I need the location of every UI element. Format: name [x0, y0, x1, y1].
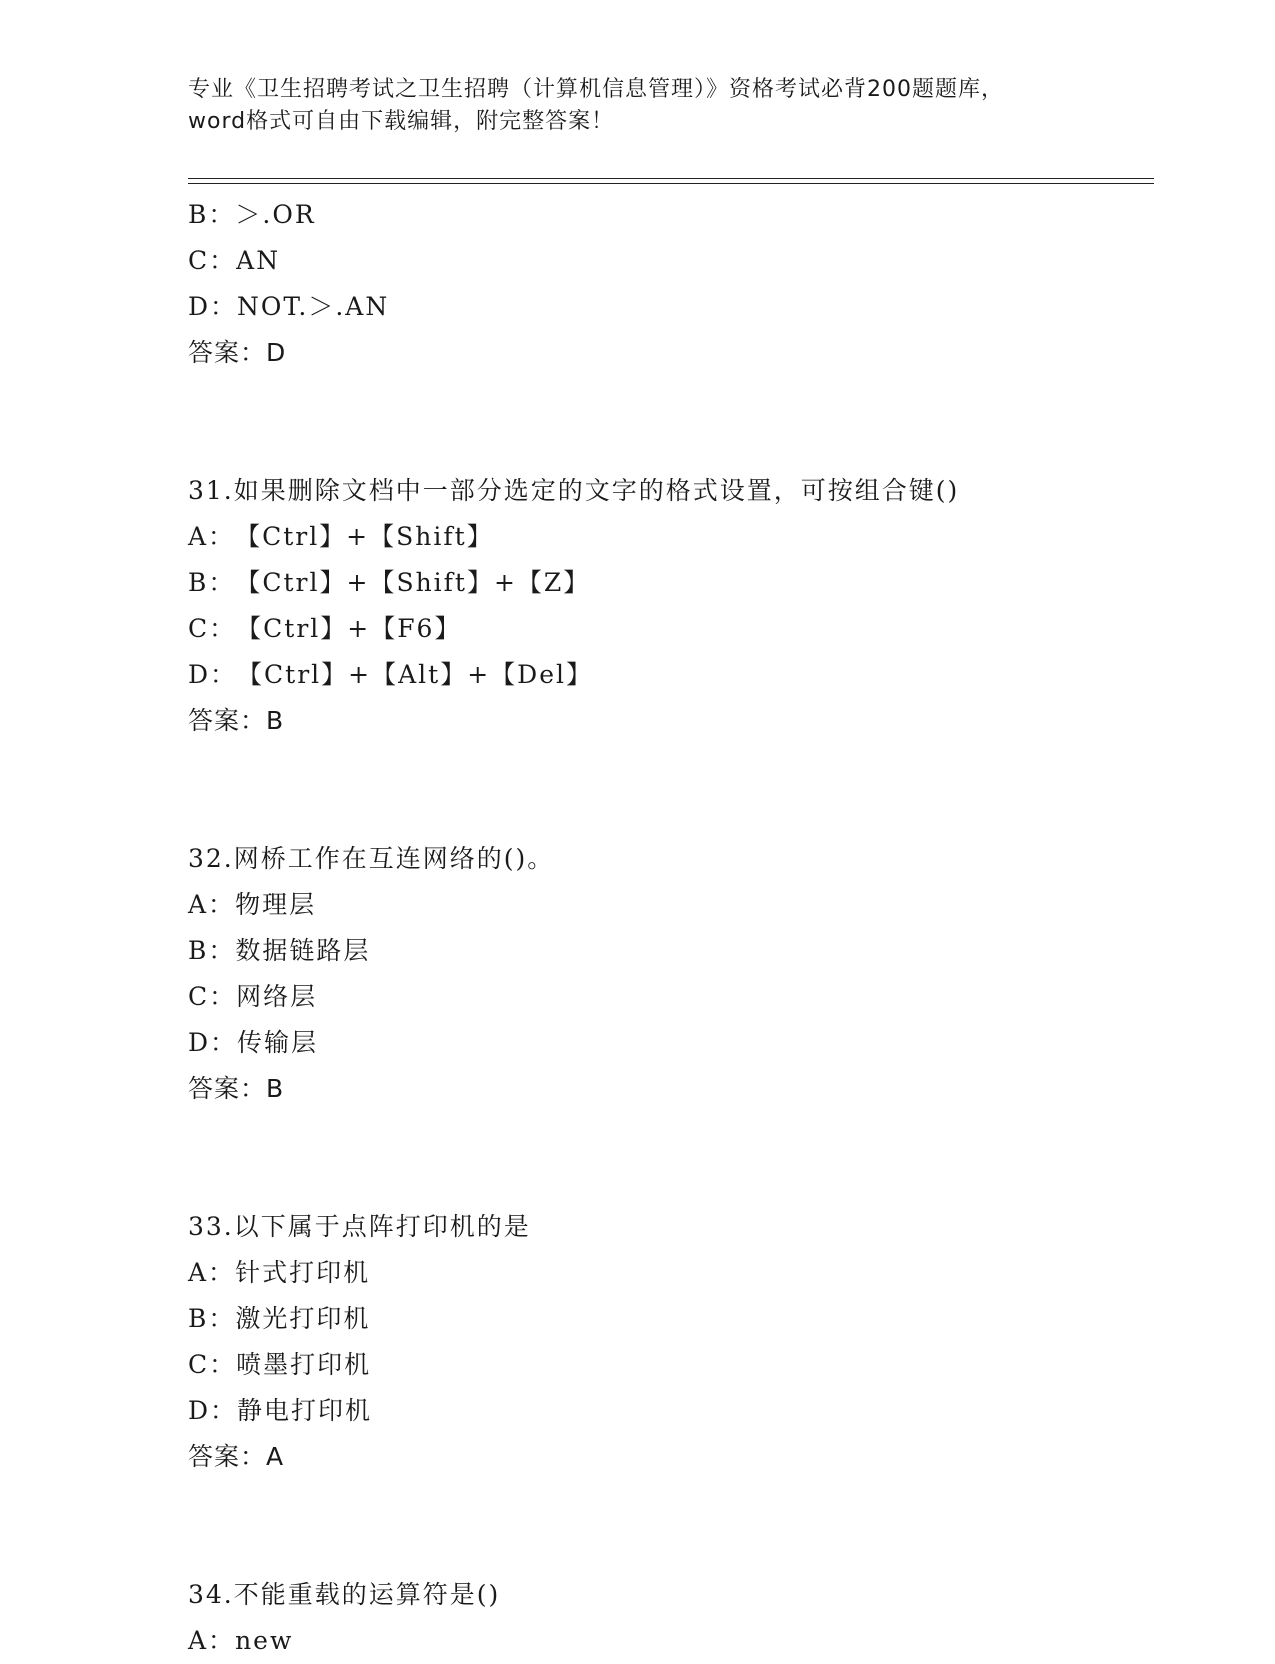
- header-title-line-1: 专业《卫生招聘考试之卫生招聘（计算机信息管理）》资格考试必背200题题库，: [188, 77, 1004, 102]
- option-row: [188, 1618, 1154, 1664]
- header-title-line-2: word格式可自由下载编辑，附完整答案！: [188, 109, 615, 134]
- option-label: A：: [188, 1258, 236, 1287]
- option-text: 【Ctrl】+【Shift】: [235, 522, 494, 551]
- question-stem: 33.以下属于点阵打印机的是: [188, 1212, 531, 1241]
- option-text: 激光打印机: [235, 1304, 371, 1333]
- option-row: [188, 1388, 1154, 1434]
- header-divider-bottom: [188, 183, 1154, 184]
- option-row: [188, 606, 1154, 652]
- option-label: A：: [188, 890, 236, 919]
- question-block: [188, 1572, 1154, 1664]
- option-text: 数据链路层: [235, 936, 371, 965]
- option-label: A：: [188, 1626, 236, 1655]
- header-divider-top: [188, 178, 1154, 179]
- option-text: new: [235, 1626, 294, 1655]
- question-fragment: [188, 192, 1154, 376]
- option-label: B：: [188, 936, 236, 965]
- document-header: [188, 74, 1088, 138]
- option-row: [188, 514, 1154, 560]
- answer-line: 答案：B: [188, 706, 285, 735]
- option-text: 网络层: [236, 982, 318, 1011]
- option-row: [188, 652, 1154, 698]
- question-list: [188, 192, 1154, 1664]
- option-row: [188, 882, 1154, 928]
- option-label: A：: [188, 522, 236, 551]
- option-label: D：: [188, 1028, 238, 1057]
- option-text: ＞.OR: [235, 200, 316, 229]
- option-text: 喷墨打印机: [236, 1350, 372, 1379]
- question-block: [188, 468, 1154, 744]
- option-text: 物理层: [235, 890, 317, 919]
- option-row: [188, 928, 1154, 974]
- option-text: 【Ctrl】+【Shift】+【Z】: [235, 568, 591, 597]
- option-text: AN: [236, 246, 281, 275]
- option-row: [188, 1250, 1154, 1296]
- answer-line: 答案：B: [188, 1074, 285, 1103]
- question-stem: 34.不能重载的运算符是(): [188, 1580, 501, 1609]
- option-row: [188, 238, 1154, 284]
- option-row: [188, 560, 1154, 606]
- question-stem: 31.如果删除文档中一部分选定的文字的格式设置，可按组合键(): [188, 476, 960, 505]
- question-stem: 32.网桥工作在互连网络的()。: [188, 844, 555, 873]
- option-text: NOT.＞.AN: [237, 292, 390, 321]
- option-label: D：: [188, 1396, 238, 1425]
- answer-line: 答案：A: [188, 1442, 285, 1471]
- option-row: [188, 284, 1154, 330]
- option-label: B：: [188, 200, 236, 229]
- option-text: 【Ctrl】+【F6】: [236, 614, 462, 643]
- option-label: B：: [188, 1304, 236, 1333]
- option-text: 针式打印机: [235, 1258, 371, 1287]
- question-block: [188, 836, 1154, 1112]
- option-label: D：: [188, 660, 238, 689]
- answer-line: 答案：D: [188, 338, 287, 367]
- option-label: B：: [188, 568, 236, 597]
- question-block: [188, 1204, 1154, 1480]
- option-text: 静电打印机: [237, 1396, 373, 1425]
- option-row: [188, 1342, 1154, 1388]
- option-text: 【Ctrl】+【Alt】+【Del】: [237, 660, 593, 689]
- option-row: [188, 192, 1154, 238]
- option-row: [188, 1296, 1154, 1342]
- option-label: C：: [188, 246, 237, 275]
- option-label: D：: [188, 292, 238, 321]
- option-row: [188, 1020, 1154, 1066]
- option-label: C：: [188, 1350, 237, 1379]
- option-label: C：: [188, 982, 237, 1011]
- option-label: C：: [188, 614, 237, 643]
- option-row: [188, 974, 1154, 1020]
- option-text: 传输层: [237, 1028, 319, 1057]
